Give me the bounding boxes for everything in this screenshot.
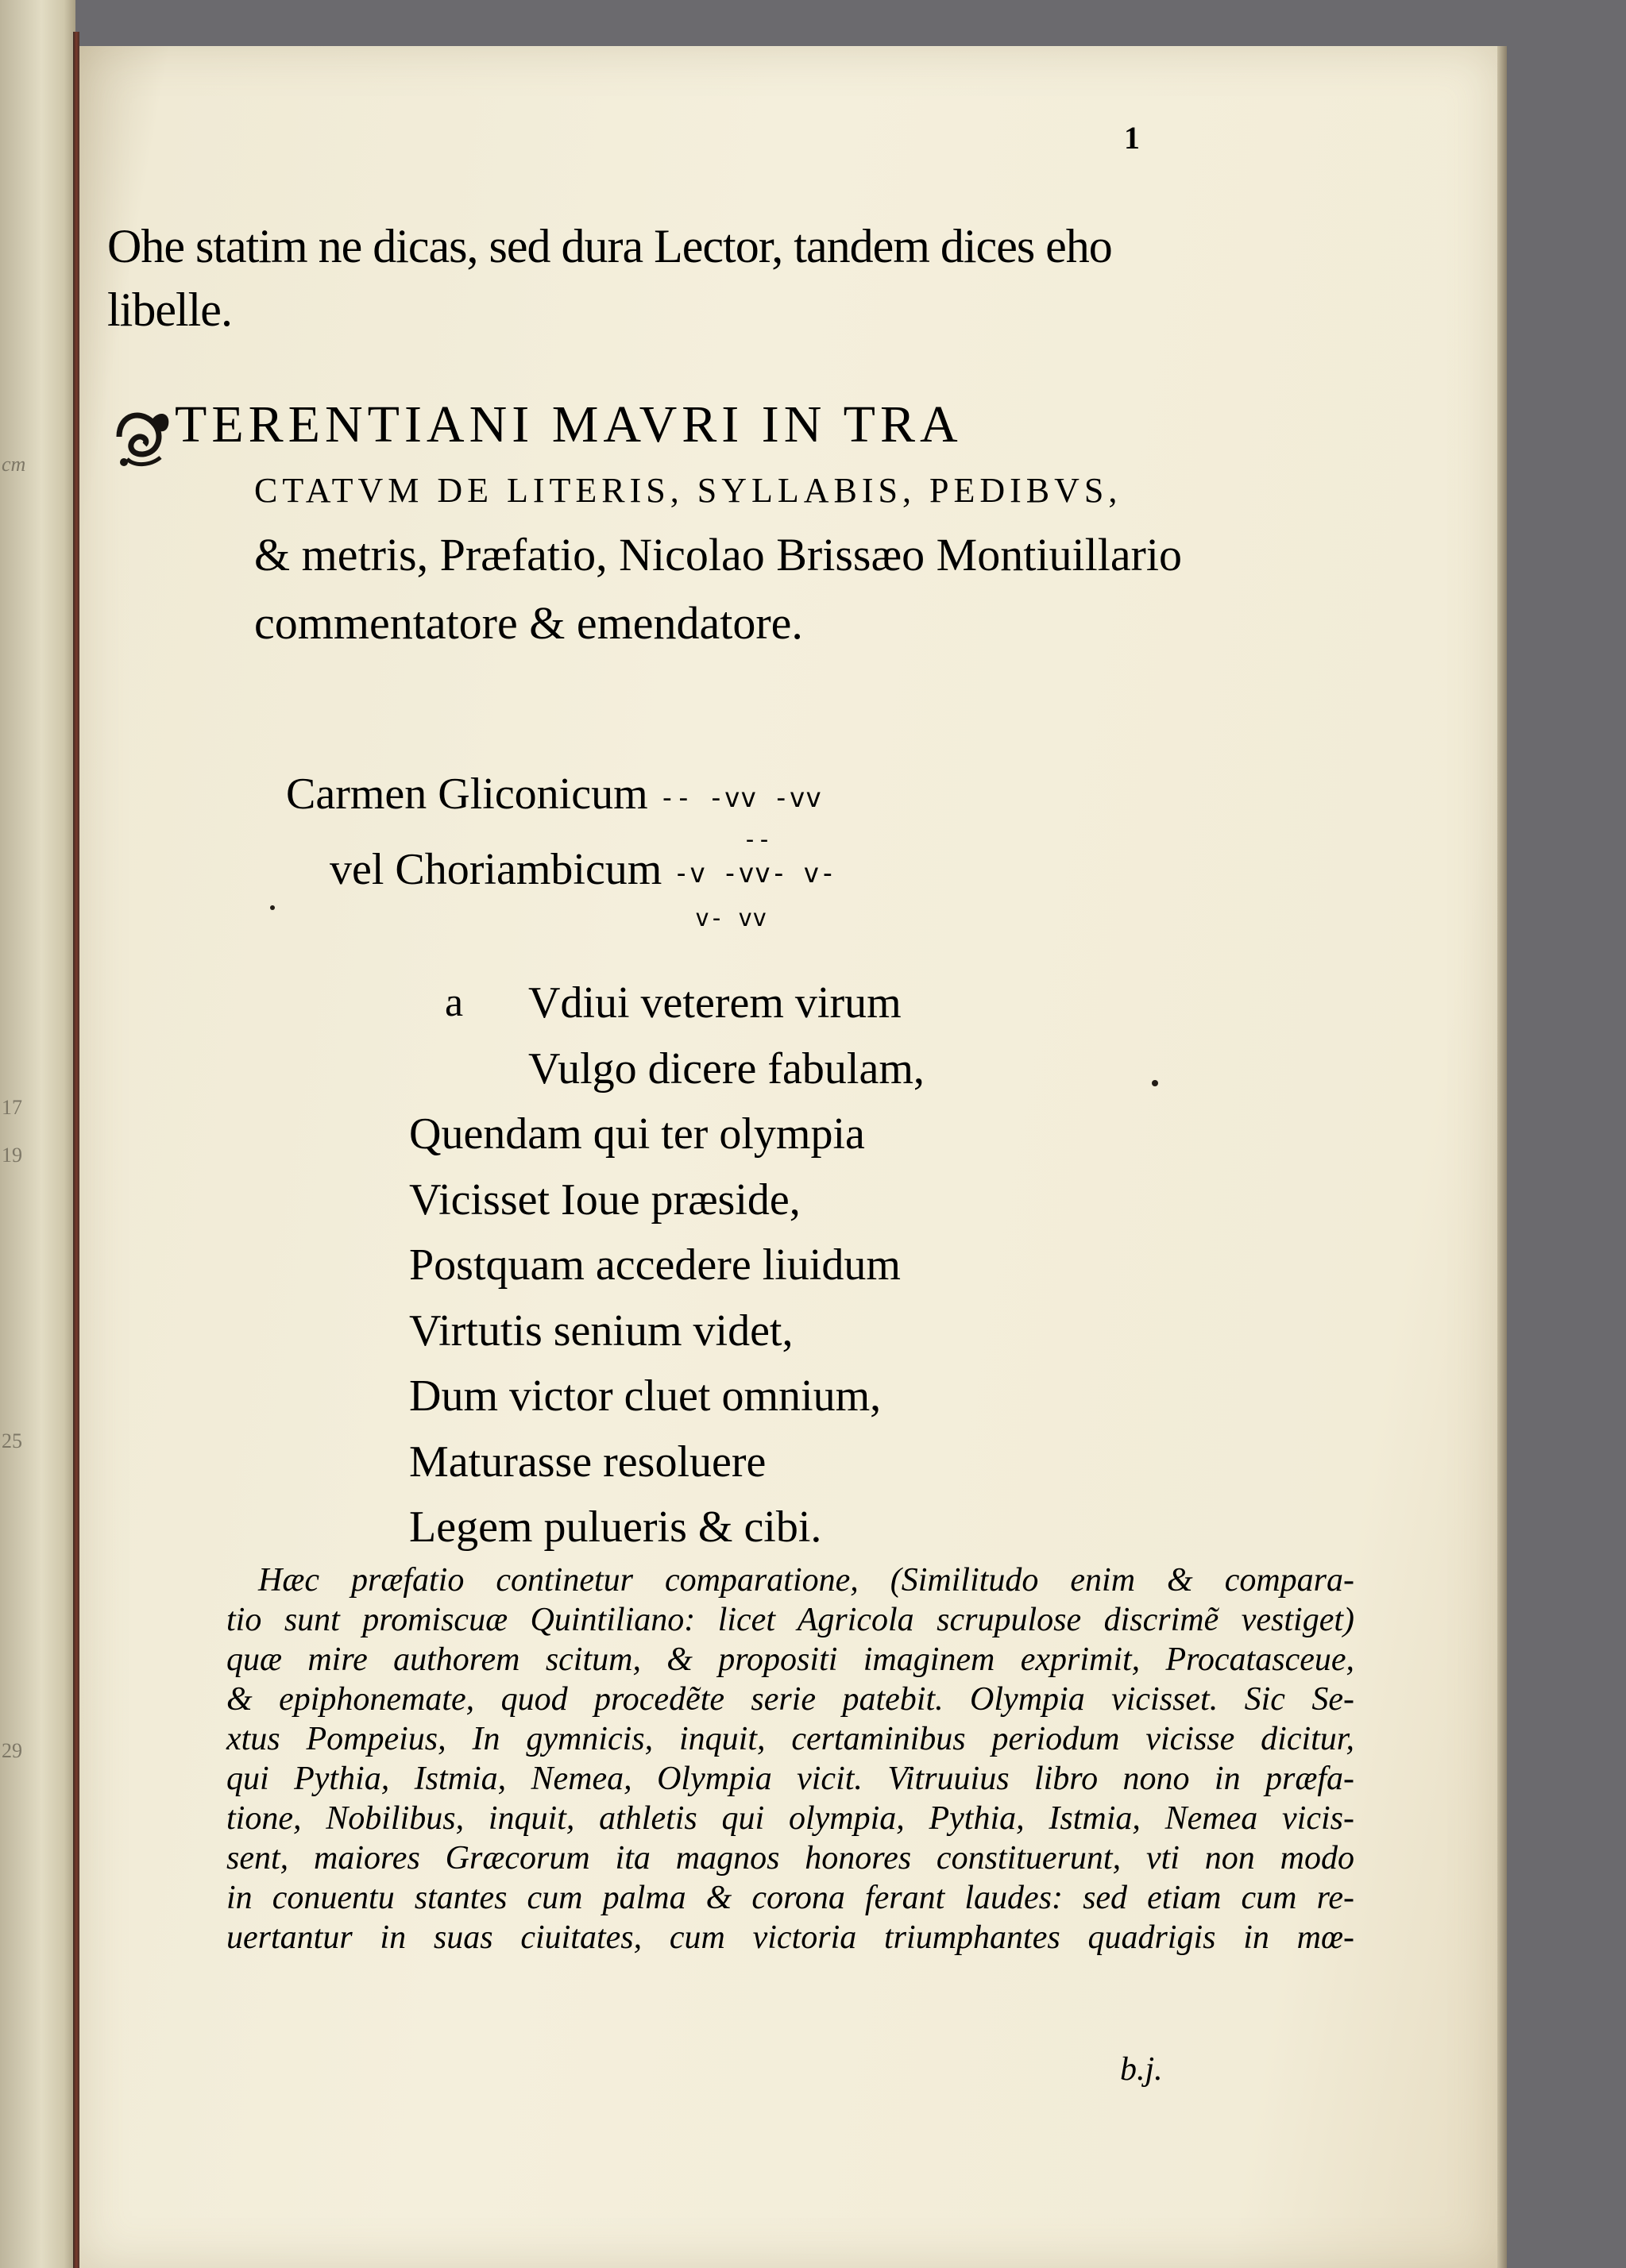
poem-line: Vulgo dicere fabulam, [528, 1043, 925, 1094]
commentary-line: in conuentu stantes cum palma & corona ferant laudes: sed etiam cum re- [226, 1880, 1354, 1916]
commentary-line: uertantur in suas ciuitates, cum victoria triumphantes quadrigis in mœ- [226, 1919, 1354, 1956]
ink-speck [270, 905, 275, 910]
poem-line: Vdiui veterem virum [528, 978, 902, 1028]
folio-number: 1 [1124, 120, 1140, 156]
meter-scheme [286, 758, 836, 933]
treatise-heading [175, 389, 1358, 658]
poem-line: Maturasse resoluere [409, 1437, 767, 1487]
poem-line: Quendam qui ter olympia [409, 1109, 865, 1159]
poem [409, 970, 925, 1560]
commentary-line: tio sunt promiscuæ Quintiliano: licet Agricola scrupulose discrimẽ vestiget) [226, 1602, 1354, 1638]
facing-page-fragment: cm [2, 453, 26, 476]
meter-sub-marks: v- vv [695, 904, 767, 933]
facing-page-fragment: 19 [2, 1144, 22, 1167]
facing-page-edge [0, 0, 75, 2268]
commentary-line: Hæc præfatio continetur comparatione, (Similitudo enim & compara- [258, 1562, 1354, 1599]
epigram-line: Ohe statim ne dicas, sed dura Lector, tandem dices eho [107, 220, 1112, 272]
commentary-line: xtus Pompeius, In gymnicis, inquit, certaminibus periodum vicisse dicitur, [226, 1721, 1354, 1757]
commentary [226, 1560, 1354, 1958]
meter-label: vel Choriambicum [330, 845, 662, 895]
commentary-line: tione, Nobilibus, inquit, athletis qui olympia, Pythia, Istmia, Nemea vicis- [226, 1800, 1354, 1837]
poem-line: Postquam accedere liuidum [409, 1240, 901, 1290]
meter-label: Carmen Gliconicum [286, 770, 648, 819]
book-spine [73, 32, 79, 2268]
poem-line: Legem pulueris & cibi. [409, 1502, 822, 1552]
facing-page-fragment: 29 [2, 1739, 22, 1762]
heading-line-1: TERENTIANI MAVRI IN TRA [175, 395, 963, 453]
meter-row-choriambic [330, 834, 836, 933]
page-edge [1497, 46, 1507, 2268]
poem-line: Virtutis senium videt, [409, 1306, 794, 1356]
heading-line-4: commentatore & emendatore. [254, 597, 803, 649]
heading-line-3: & metris, Præfatio, Nicolao Brissæo Montiuillario [254, 529, 1182, 580]
poem-line: Dum victor cluet omnium, [409, 1371, 882, 1421]
meter-marks: -- -vv -vv [659, 782, 822, 815]
signature-mark: b.j. [1120, 2051, 1163, 2088]
meter-marks: -v -vv- v- [673, 858, 836, 890]
epigram [107, 214, 1346, 341]
ink-speck [1152, 1080, 1158, 1086]
poem-line: Vicisset Ioue præside, [409, 1174, 801, 1225]
heading-line-2: CTATVM DE LITERIS, SYLLABIS, PEDIBVS, [254, 471, 1122, 510]
facing-page-fragment: 25 [2, 1429, 22, 1452]
commentary-line: quæ mire authorem scitum, & propositi imaginem exprimit, Procatasceue, [226, 1641, 1354, 1678]
fleuron-ornament-icon [111, 397, 175, 469]
facing-page-fragment: 17 [2, 1096, 22, 1119]
commentary-line: qui Pythia, Istmia, Nemea, Olympia vicit. Vitruuius libro nono in præfa- [226, 1761, 1354, 1797]
note-marker: a [445, 980, 464, 1025]
epigram-line: libelle. [107, 284, 232, 336]
meter-sub-marks: -- [743, 826, 772, 854]
meter-row-glyconic [286, 758, 836, 854]
commentary-line: sent, maiores Græcorum ita magnos honores constituerunt, vti non modo [226, 1840, 1354, 1876]
commentary-line: & epiphonemate, quod procedẽte serie patebit. Olympia vicisset. Sic Se- [226, 1681, 1354, 1718]
